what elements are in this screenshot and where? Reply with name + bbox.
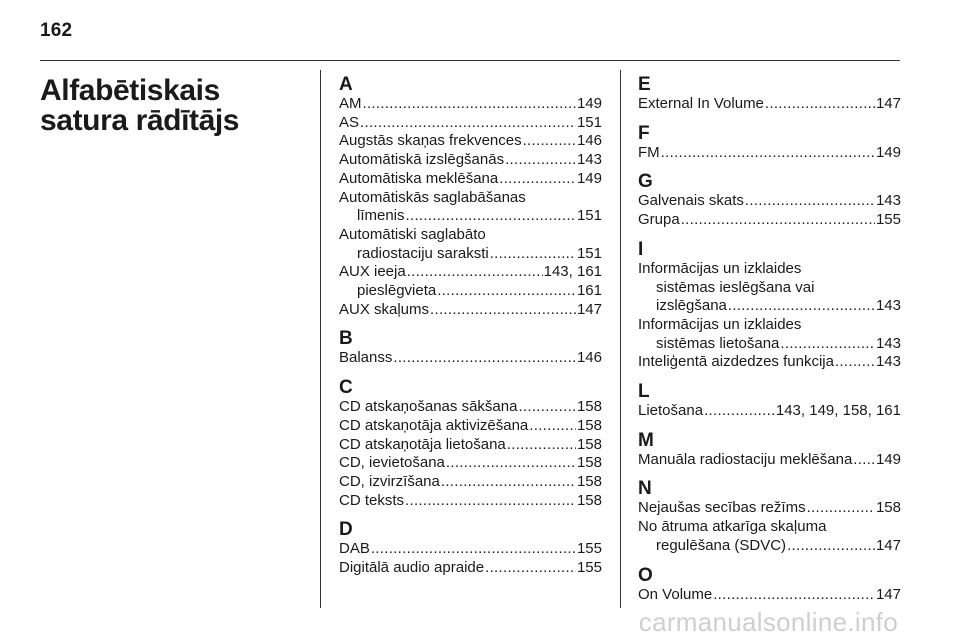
dot-leader — [485, 559, 576, 578]
entry-line — [339, 151, 602, 170]
index-entry[interactable] — [339, 349, 602, 368]
entry-line — [339, 398, 602, 417]
page-ref[interactable]: 158 — [576, 491, 602, 509]
index-entry[interactable] — [339, 398, 602, 417]
page-ref[interactable]: 149 — [576, 95, 602, 112]
index-entry[interactable] — [339, 417, 602, 436]
watermark: carmanualsonline.info — [638, 607, 898, 637]
dot-leader — [853, 451, 875, 470]
dot-leader — [446, 454, 576, 473]
page-ref[interactable]: 158 — [576, 454, 602, 472]
dot-leader — [713, 586, 875, 605]
index-section — [339, 377, 602, 510]
entry-line — [339, 436, 602, 455]
entry-text: Nejaušas secības režīms — [638, 499, 806, 517]
entry-line — [638, 353, 901, 372]
index-entry[interactable] — [339, 151, 602, 170]
dot-leader — [745, 192, 875, 211]
index-section — [638, 123, 901, 163]
entry-text: Manuāla radiostaciju meklēšana — [638, 450, 853, 468]
page-ref[interactable]: 147 — [875, 536, 901, 554]
section-letter: E — [638, 74, 651, 95]
index-section — [638, 381, 901, 421]
section-letter: G — [638, 171, 653, 193]
index-entry[interactable] — [339, 132, 602, 151]
entry-text: AUX ieeja — [339, 263, 406, 281]
index-entry[interactable] — [339, 473, 602, 492]
entry-line — [638, 402, 901, 421]
entry-text: Informācijas un izklaides — [638, 315, 802, 333]
dot-leader — [437, 282, 576, 301]
index-entry[interactable] — [638, 402, 901, 421]
page-ref[interactable]: 143 — [875, 334, 901, 352]
entry-text: CD teksts — [339, 491, 405, 509]
page-ref[interactable]: 143 — [875, 192, 901, 210]
index-section — [638, 171, 901, 229]
page-ref[interactable]: 158 — [576, 416, 602, 434]
index-entry[interactable] — [638, 316, 901, 353]
entry-line — [638, 518, 901, 537]
entry-text: Lietošana — [638, 402, 704, 420]
dot-leader — [765, 95, 875, 114]
entry-line — [339, 114, 602, 133]
index-section — [638, 565, 901, 605]
entry-text: Digitālā audio apraide — [339, 559, 485, 577]
dot-leader — [518, 398, 576, 417]
entry-text: sistēmas lietošana — [656, 334, 780, 352]
entry-line — [339, 207, 602, 226]
index-entry[interactable] — [638, 353, 901, 372]
page-ref[interactable]: 147 — [875, 95, 901, 112]
page-ref[interactable]: 158 — [875, 499, 901, 517]
column-divider — [320, 70, 321, 608]
index-entry[interactable] — [339, 436, 602, 455]
entry-text: CD, izvirzīšana — [339, 472, 440, 490]
page-ref[interactable]: 155 — [875, 211, 901, 229]
dot-leader — [835, 353, 875, 372]
section-letter: A — [339, 74, 353, 95]
page-ref[interactable]: 147 — [576, 300, 602, 318]
index-section — [339, 328, 602, 368]
dot-leader — [371, 540, 576, 559]
index-entry[interactable] — [638, 95, 901, 114]
entry-text: CD atskaņošanas sākšana — [339, 398, 518, 416]
entry-line — [638, 297, 901, 316]
entry-line — [339, 189, 602, 208]
section-letter: L — [638, 381, 650, 403]
entry-line — [339, 473, 602, 492]
page-ref[interactable]: 158 — [576, 435, 602, 453]
index-entry[interactable] — [339, 189, 602, 226]
dot-leader — [681, 211, 875, 230]
index-column-2 — [638, 74, 901, 613]
entry-line — [638, 335, 901, 354]
dot-leader — [704, 402, 775, 421]
entry-line — [638, 499, 901, 518]
index-column-1 — [339, 74, 602, 587]
dot-leader — [490, 245, 576, 264]
entry-text: DAB — [339, 540, 370, 558]
entry-line — [638, 586, 901, 605]
dot-leader — [441, 473, 576, 492]
entry-text: Grupa — [638, 211, 680, 229]
section-letter: N — [638, 478, 652, 500]
dot-leader — [523, 132, 576, 151]
entry-text: FM — [638, 143, 660, 161]
section-letter: B — [339, 328, 353, 350]
entry-line — [638, 279, 901, 298]
dot-leader — [529, 417, 576, 436]
dot-leader — [499, 170, 576, 189]
entry-text: radiostaciju saraksti — [357, 244, 489, 262]
dot-leader — [363, 95, 576, 114]
index-entry[interactable] — [638, 586, 901, 605]
entry-line — [638, 144, 901, 163]
column-divider — [620, 70, 621, 608]
index-entry[interactable] — [339, 170, 602, 189]
index-entry[interactable] — [638, 499, 901, 518]
entry-text: CD atskaņotāja lietošana — [339, 435, 506, 453]
entry-line — [339, 417, 602, 436]
page-ref[interactable]: 143, 149, 158, 161 — [775, 402, 901, 420]
entry-text: sistēmas ieslēgšana vai — [656, 278, 815, 296]
index-entry[interactable] — [339, 540, 602, 559]
entry-text: Automātiskās saglabāšanas — [339, 188, 526, 206]
page-ref[interactable]: 149 — [875, 450, 901, 468]
entry-line — [339, 132, 602, 151]
dot-leader — [780, 335, 875, 354]
section-letter: D — [339, 519, 353, 541]
index-entry[interactable] — [339, 492, 602, 511]
entry-text: Automātiski saglabāto — [339, 225, 486, 243]
entry-text: Balanss — [339, 349, 393, 367]
entry-line — [339, 349, 602, 368]
page-ref[interactable]: 143 — [875, 297, 901, 315]
entry-text: Galvenais skats — [638, 192, 744, 210]
page-ref[interactable]: 149 — [875, 143, 901, 161]
index-section — [638, 74, 901, 114]
entry-line — [638, 192, 901, 211]
entry-line — [339, 454, 602, 473]
entry-text: On Volume — [638, 585, 713, 603]
index-title: Alfabētiskais satura rādītājs — [40, 74, 240, 137]
page-ref[interactable]: 158 — [576, 398, 602, 416]
page-ref[interactable]: 143 — [576, 151, 602, 169]
page-ref[interactable]: 155 — [576, 559, 602, 577]
dot-leader — [728, 297, 875, 316]
index-entry[interactable] — [638, 144, 901, 163]
page-ref[interactable]: 147 — [875, 585, 901, 603]
page-number: 162 — [40, 20, 73, 41]
index-entry[interactable] — [339, 263, 602, 282]
entry-text: izslēgšana — [656, 297, 727, 315]
index-entry[interactable] — [339, 226, 602, 263]
page-ref[interactable]: 158 — [576, 472, 602, 490]
page-ref[interactable]: 146 — [576, 132, 602, 150]
page-ref[interactable]: 146 — [576, 349, 602, 367]
entry-text: AUX skaļums — [339, 300, 430, 318]
entry-text: No ātruma atkarīga skaļuma — [638, 518, 827, 536]
entry-text: CD, ievietošana — [339, 454, 445, 472]
dot-leader — [407, 263, 543, 282]
dot-leader — [807, 499, 875, 518]
entry-text: regulēšana (SDVC) — [656, 536, 787, 554]
entry-line — [339, 559, 602, 578]
index-entry[interactable] — [339, 454, 602, 473]
dot-leader — [787, 537, 875, 556]
index-section — [339, 74, 602, 319]
index-entry[interactable] — [638, 260, 901, 316]
dot-leader — [360, 114, 576, 133]
entry-text: Inteliģentā aizdedzes funkcija — [638, 353, 834, 371]
index-entry[interactable] — [638, 451, 901, 470]
entry-line — [339, 282, 602, 301]
entry-text: Automātiska meklēšana — [339, 169, 499, 187]
entry-text: līmenis — [357, 207, 405, 225]
entry-text: AS — [339, 113, 360, 131]
entry-text: CD atskaņotāja aktivizēšana — [339, 416, 529, 434]
section-letter: F — [638, 122, 650, 144]
entry-text: Automātiskā izslēgšanās — [339, 151, 505, 169]
entry-line — [638, 316, 901, 335]
section-letter: C — [339, 377, 353, 399]
entry-line — [339, 95, 602, 114]
entry-line — [339, 301, 602, 320]
page-ref[interactable]: 151 — [576, 207, 602, 225]
section-letter: M — [638, 429, 654, 451]
entry-line — [339, 226, 602, 245]
entry-line — [339, 492, 602, 511]
entry-line — [638, 537, 901, 556]
index-entry[interactable] — [339, 282, 602, 301]
index-entry[interactable] — [339, 95, 602, 114]
entry-line — [339, 245, 602, 264]
section-letter: O — [638, 564, 653, 586]
entry-line — [339, 170, 602, 189]
page-ref[interactable]: 149 — [576, 169, 602, 187]
dot-leader — [405, 492, 576, 511]
header-rule — [40, 60, 900, 61]
entry-line — [339, 540, 602, 559]
index-entry[interactable] — [339, 114, 602, 133]
page-ref[interactable]: 143 — [875, 353, 901, 371]
page-ref[interactable]: 155 — [576, 540, 602, 558]
section-letter: I — [638, 238, 644, 260]
page-ref[interactable]: 161 — [576, 282, 602, 300]
dot-leader — [661, 144, 875, 163]
entry-text: AM — [339, 95, 362, 112]
index-section — [339, 519, 602, 577]
entry-text: pieslēgvieta — [357, 282, 437, 300]
index-section — [638, 430, 901, 470]
index-entry[interactable] — [638, 518, 901, 555]
entry-line — [339, 263, 602, 282]
index-entry[interactable] — [339, 559, 602, 578]
page-ref[interactable]: 143, 161 — [543, 263, 602, 281]
dot-leader — [430, 301, 576, 320]
dot-leader — [406, 207, 576, 226]
entry-text: External In Volume — [638, 95, 764, 112]
dot-leader — [393, 349, 576, 368]
index-section — [638, 478, 901, 555]
entry-text: Informācijas un izklaides — [638, 259, 802, 277]
entry-line — [638, 260, 901, 279]
page-ref[interactable]: 151 — [576, 113, 602, 131]
index-section — [638, 239, 901, 372]
dot-leader — [505, 151, 576, 170]
entry-line — [638, 211, 901, 230]
entry-text: Augstās skaņas frekvences — [339, 132, 522, 150]
index-entry[interactable] — [638, 211, 901, 230]
dot-leader — [507, 436, 576, 455]
page-ref[interactable]: 151 — [576, 244, 602, 262]
entry-line — [638, 451, 901, 470]
entry-line — [638, 95, 901, 114]
index-entry[interactable] — [339, 301, 602, 320]
index-entry[interactable] — [638, 192, 901, 211]
